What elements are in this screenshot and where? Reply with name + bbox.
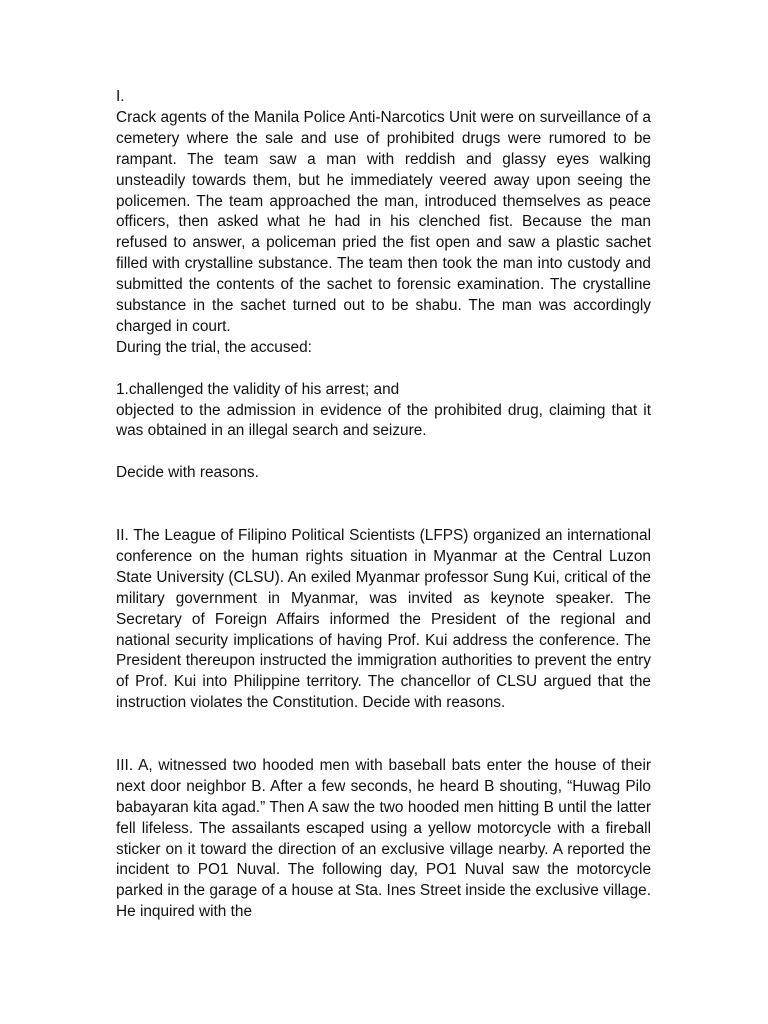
section-1-item-2: objected to the admission in evidence of the prohibited drug, claiming that it was obtained in an illegal search and seizure. xyxy=(116,401,651,440)
section-1-instruction: Decide with reasons. xyxy=(116,464,259,482)
spacer xyxy=(116,714,651,756)
spacer xyxy=(116,484,651,526)
spacer xyxy=(116,359,651,380)
section-1-item-1: 1.challenged the validity of his arrest; and xyxy=(116,380,400,398)
spacer xyxy=(116,442,651,463)
section-1-number: I. xyxy=(116,88,125,105)
section-1-trial-intro: During the trial, the accused: xyxy=(116,338,312,356)
section-3-text: III. A, witnessed two hooded men with baseball bats enter the house of their next door neighbor B. After a few seconds, he heard B shouting, “Huwag Pilo babayaran kita agad.” Then A saw the two hooded men hitting B until the latter fell lifeless. The assailants escaped using a yellow motorcycle with a fireball sticker on it toward the direction of an exclusive village nearby. A reported the incident to PO1 Nuval. The following day, PO1 Nuval saw the motorcycle parked in the garage of a house at Sta. Ines Street inside the exclusive village. He inquired with the xyxy=(116,756,651,921)
section-2-text: II. The League of Filipino Political Scientists (LFPS) organized an international conference on the human rights situation in Myanmar at the Central Luzon State University (CLSU). An exiled Myanmar professor Sung Kui, critical of the military government in Myanmar, was invited as keynote speaker. The Secretary of Foreign Affairs informed the President of the regional and national security implications of having Prof. Kui address the conference. The President thereupon instructed the immigration authorities to prevent the entry of Prof. Kui into Philippine territory. The chancellor of CLSU argued that the instruction violates the Constitution. Decide with reasons. xyxy=(116,526,651,712)
document-page xyxy=(116,87,651,923)
section-1-facts: Crack agents of the Manila Police Anti-Narcotics Unit were on surveillance of a cemetery where the sale and use of prohibited drugs were rumored to be rampant. The team saw a man with reddish and glassy eyes walking unsteadily towards them, but he immediately veered away upon seeing the policemen. The team approached the man, introduced themselves as peace officers, then asked what he had in his clenched fist. Because the man refused to answer, a policeman pried the fist open and saw a plastic sachet filled with crystalline substance. The team then took the man into custody and submitted the contents of the sachet to forensic examination. The crystalline substance in the sachet turned out to be shabu. The man was accordingly charged in court. xyxy=(116,108,651,335)
